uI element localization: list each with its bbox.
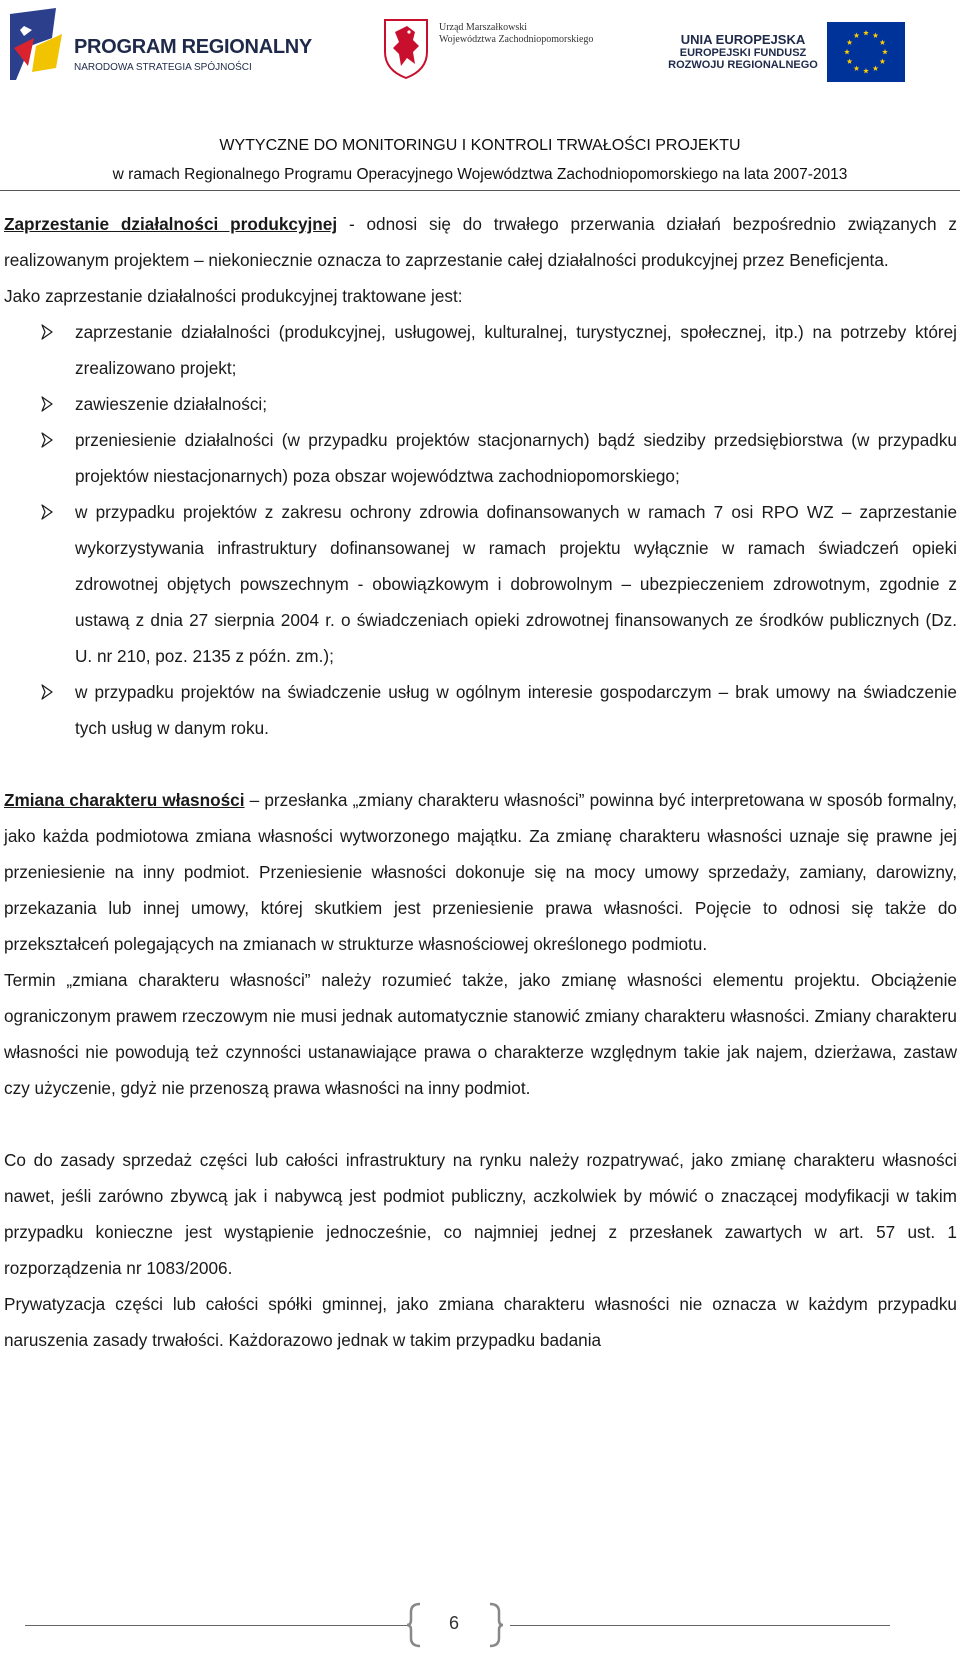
ue-line3: ROZWOJU REGIONALNEGO [668, 59, 818, 71]
definition-text: - odnosi się do trwałego przerwania działań bezpośrednio związanych z realizowanym projektem – niekoniecznie oznacza to zaprzestanie całej działalności produkcyjnej przez Beneficjenta. [4, 214, 957, 270]
ownership-term: Zmiana charakteru własności [4, 790, 245, 810]
document-subtitle: w ramach Regionalnego Programu Operacyjnego Województwa Zachodniopomorskiego na lata 2007-2013 [112, 166, 848, 183]
definition-term: Zaprzestanie działalności produkcyjnej [4, 214, 338, 234]
page-number: 6 [448, 1613, 459, 1633]
program-regionalny-logo-icon [10, 8, 66, 84]
list-item-text: zaprzestanie działalności (produkcyjnej, usługowej, kulturalnej, turystycznej, społecznej, itp.) na potrzeby której zrealizowano projekt; [75, 322, 957, 378]
document-title: WYTYCZNE DO MONITORINGU I KONTROLI TRWAŁOŚCI PROJEKTU [219, 137, 741, 154]
list-item [4, 494, 957, 674]
footer-rule-left [25, 1625, 410, 1626]
intro-paragraph: Jako zaprzestanie działalności produkcyjnej traktowane jest: [4, 286, 463, 306]
unia-europejska-logo [655, 18, 925, 98]
list-item-text: w przypadku projektów na świadczenie usług w ogólnym interesie gospodarczym – brak umowy na świadczenie tych usług w danym roku. [75, 682, 957, 738]
header-divider [0, 190, 960, 191]
list-item [4, 386, 957, 422]
arrow-bullet-icon [40, 494, 54, 530]
criteria-list [4, 314, 957, 746]
arrow-bullet-icon [40, 314, 54, 350]
program-regionalny-subtitle: NARODOWA STRATEGIA SPÓJNOŚCI [74, 62, 252, 73]
list-item-text: zawieszenie działalności; [75, 394, 268, 414]
program-regionalny-title: PROGRAM REGIONALNY [74, 36, 312, 58]
urzad-line2: Województwa Zachodniopomorskiego [439, 34, 594, 45]
document-body [4, 206, 957, 1358]
list-item [4, 422, 957, 494]
list-item-text: przeniesienie działalności (w przypadku projektów stacjonarnych) bądź siedziby przedsiębiorstwa (w przypadku projektów niestacjonarnych) poza obszar województwa zachodniopomorskiego; [75, 430, 957, 486]
eu-flag-icon [827, 22, 905, 82]
ownership-paragraph-4: Prywatyzacja części lub całości spółki gminnej, jako zmiana charakteru własności nie oznacza w każdym przypadku naruszenia zasady trwałości. Każdorazowo jednak w takim przypadku badania [4, 1294, 957, 1350]
definition-paragraph [4, 206, 957, 278]
griffin-coat-of-arms-icon [383, 18, 429, 80]
ownership-text: – przesłanka „zmiany charakteru własności” powinna być interpretowana w sposób formalny, jako każda podmiotowa zmiana własności wytworzonego majątku. Za zmianę charakteru własności uznaje się prawne jej przeniesienie na inny podmiot. Przeniesienie własności dokonuje się na mocy umowy sprzedaży, zamiany, darowizny, przekazania lub innej umowy, której skutkiem jest przeniesienie prawa własności. Pojęcie to odnosi się także do przekształceń polegających na zmianach w strukturze własnościowej określonego podmiotu. [4, 790, 957, 954]
urzad-marszalkowski-logo [383, 18, 613, 88]
ownership-paragraph-3: Co do zasady sprzedaż części lub całości infrastruktury na rynku należy rozpatrywać, jako zmianę charakteru własności nawet, jeśli zarówno zbywcą jak i nabywcą jest podmiot publiczny, aczkolwiek by mówić o znaczącej modyfikacji w takim przypadku konieczne jest wystąpienie jednocześnie, co najmniej jednej z przesłanek zawartych w art. 57 ust. 1 rozporządzenia nr 1083/2006. [4, 1150, 957, 1278]
footer-rule-right [510, 1625, 890, 1626]
ue-line2: EUROPEJSKI FUNDUSZ [679, 47, 807, 59]
list-item [4, 674, 957, 746]
unia-europejska-text [663, 32, 823, 71]
ue-line1: UNIA EUROPEJSKA [680, 32, 806, 47]
list-item-text: w przypadku projektów z zakresu ochrony zdrowia dofinansowanych w ramach 7 osi RPO WZ – zaprzestanie wykorzystywania infrastruktury dofinansowanej w ramach projektu wyłącznie w ramach świadczeń opieki zdrowotnej objętych powszechnym - obowiązkowym i dobrowolnym – ubezpieczeniem zdrowotnym, zgodnie z ustawą z dnia 27 sierpnia 2004 r. o świadczeniach opieki zdrowotnej finansowanych ze środków publicznych (Dz. U. nr 210, poz. 2135 z późn. zm.); [75, 502, 957, 666]
ownership-paragraph-2: Termin „zmiana charakteru własności” należy rozumieć także, jako zmianę własności elementu projektu. Obciążenie ograniczonym prawem rzeczowym nie musi jednak automatycznie stanowić zmiany charakteru własności. Zmiany charakteru własności nie powodują też czynności ustanawiające prawa o charakterze względnym takie jak najem, dzierżawa, zastaw czy użyczenie, gdyż nie przenoszą prawa własności na inny podmiot. [4, 970, 957, 1098]
arrow-bullet-icon [40, 422, 54, 458]
arrow-bullet-icon [40, 674, 54, 710]
list-item [4, 314, 957, 386]
urzad-line1: Urząd Marszałkowski [439, 22, 528, 33]
arrow-bullet-icon [40, 386, 54, 422]
right-brace-icon [487, 1602, 505, 1648]
page-header [0, 0, 960, 200]
program-regionalny-logo [10, 8, 310, 88]
ownership-paragraph-1 [4, 782, 957, 962]
